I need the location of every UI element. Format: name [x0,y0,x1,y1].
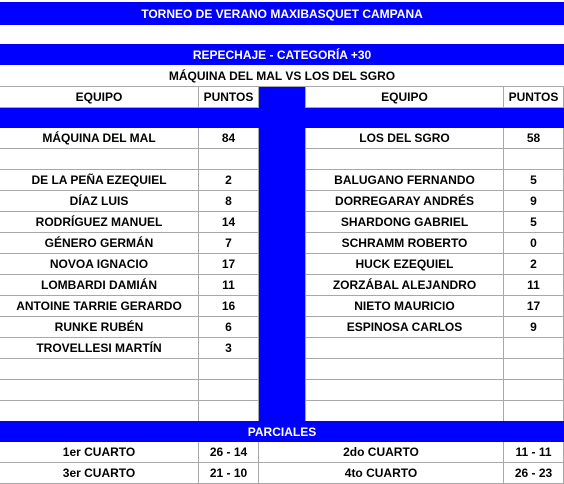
player-name: SCHRAMM ROBERTO [305,233,504,254]
partial-quarter-label: 3er CUARTO [0,463,199,484]
player-points: 7 [199,233,259,254]
player-points: 6 [199,317,259,338]
player-name: SHARDONG GABRIEL [305,212,504,233]
player-points: 0 [504,233,564,254]
player-name [305,359,504,380]
stage-title: REPECHAJE - CATEGORÍA +30 [0,44,564,65]
partial-score: 26 - 14 [199,442,259,463]
player-points: 17 [199,254,259,275]
player-name: NIETO MAURICIO [305,296,504,317]
player-name: ZORZÁBAL ALEJANDRO [305,275,504,296]
team-a-name: MÁQUINA DEL MAL [0,128,199,149]
player-name [305,401,504,422]
partial-score: 21 - 10 [199,463,259,484]
player-name: RODRÍGUEZ MANUEL [0,212,199,233]
team-b-points-header: PUNTOS [504,87,564,108]
partial-quarter-label: 2do CUARTO [259,442,504,463]
player-points: 16 [199,296,259,317]
team-a-total: 84 [199,128,259,149]
empty-cell [199,149,259,170]
player-points: 5 [504,170,564,191]
team-a-header: EQUIPO [0,87,199,108]
player-points: 9 [504,191,564,212]
player-points: 3 [199,338,259,359]
player-name: DÍAZ LUIS [0,191,199,212]
player-points [504,380,564,401]
partial-quarter-label: 1er CUARTO [0,442,199,463]
empty-cell [0,149,199,170]
player-name: HUCK EZEQUIEL [305,254,504,275]
player-points [504,401,564,422]
player-name: DORREGARAY ANDRÉS [305,191,504,212]
partials-title: PARCIALES [0,421,564,442]
player-name [305,380,504,401]
player-points: 11 [199,275,259,296]
player-name: ESPINOSA CARLOS [305,317,504,338]
empty-cell [504,149,564,170]
player-name [0,401,199,422]
team-b-header: EQUIPO [305,87,504,108]
player-points [199,380,259,401]
player-name: RUNKE RUBÉN [0,317,199,338]
player-name: LOMBARDI DAMIÁN [0,275,199,296]
partial-score: 11 - 11 [504,442,564,463]
player-points [199,359,259,380]
tournament-title: TORNEO DE VERANO MAXIBASQUET CAMPANA [0,2,564,25]
player-points: 2 [504,254,564,275]
partial-score: 26 - 23 [504,463,564,484]
player-points: 2 [199,170,259,191]
player-name: BALUGANO FERNANDO [305,170,504,191]
player-name [305,338,504,359]
team-b-name: LOS DEL SGRO [305,128,504,149]
player-points: 9 [504,317,564,338]
empty-cell [305,149,504,170]
team-a-points-header: PUNTOS [199,87,259,108]
player-name: DE LA PEÑA EZEQUIEL [0,170,199,191]
player-points [199,401,259,422]
partial-quarter-label: 4to CUARTO [259,463,504,484]
player-points [504,338,564,359]
player-points: 17 [504,296,564,317]
player-name [0,359,199,380]
player-name: GÉNERO GERMÁN [0,233,199,254]
player-points: 11 [504,275,564,296]
player-name: TROVELLESI MARTÍN [0,338,199,359]
player-points: 8 [199,191,259,212]
matchup-title: MÁQUINA DEL MAL VS LOS DEL SGRO [0,65,564,87]
center-divider [259,87,305,421]
player-name: NOVOA IGNACIO [0,254,199,275]
player-points: 5 [504,212,564,233]
player-points: 14 [199,212,259,233]
team-b-total: 58 [504,128,564,149]
player-name: ANTOINE TARRIE GERARDO [0,296,199,317]
player-name [0,380,199,401]
player-points [504,359,564,380]
